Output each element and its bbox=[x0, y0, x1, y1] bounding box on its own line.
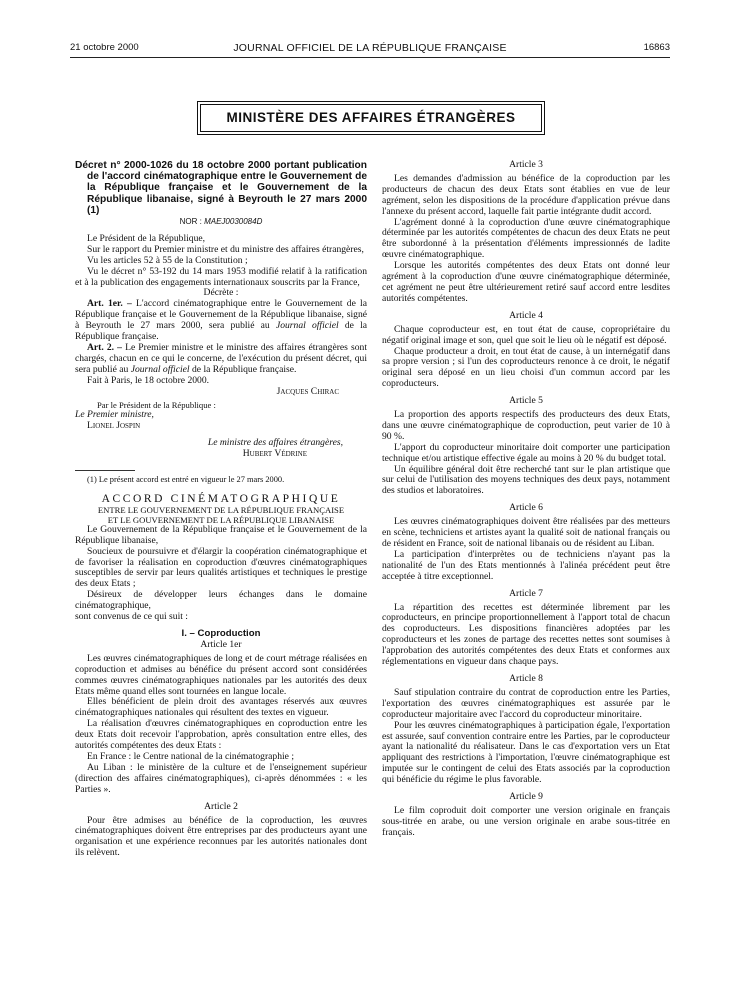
signature-president: Jacques Chirac bbox=[276, 385, 339, 397]
accord-parties-line: ENTRE LE GOUVERNEMENT DE LA RÉPUBLIQUE FRANÇAISE bbox=[97, 504, 345, 515]
article-paragraph: Elles bénéficient de plein droit des avantages réservés aux œuvres cinématographiques nationales qui résultent des textes en vigueur. bbox=[75, 696, 367, 719]
accord-preamble: sont convenus de ce qui suit : bbox=[75, 611, 188, 623]
decree-paragraph: Vu le décret n° 53-192 du 14 mars 1953 modifié relatif à la ratification et à la publication des engagements internationaux souscrits par la France, bbox=[75, 265, 367, 288]
article-paragraph: Lorsque les autorités compétentes des deux Etats ont donné leur agrément à la coproduction d'une œuvre cinématographique déterminée, cet agrément ne peut être ultérieurement retiré sauf accord entre lesdites autorités compétentes. bbox=[382, 260, 670, 304]
signature-preamble: Par le Président de la République : bbox=[97, 399, 216, 410]
decree-article-1: Art. 1er. – L'accord cinématographique entre le Gouvernement de la République française et le Gouvernement de la République libanaise, signé à Beyrouth le 27 mars 2000, sera publié au Journal officiel de la République française. bbox=[75, 298, 367, 343]
header-date: 21 octobre 2000 bbox=[70, 42, 139, 53]
accord-parties-line: ET LE GOUVERNEMENT DE LA RÉPUBLIQUE LIBANAISE bbox=[107, 514, 335, 525]
decree-date-place: Fait à Paris, le 18 octobre 2000. bbox=[87, 374, 210, 386]
article-paragraph: Les œuvres cinématographiques de long et de court métrage réalisées en coproduction et admises au bénéfice du présent accord sont considérées commes œuvres cinématographiques nationales par les autorités des deux Etats même quand elles sont tournées en langue locale. bbox=[75, 652, 367, 697]
accord-preamble: Le Gouvernement de la République française et le Gouvernement de la République libanaise, bbox=[75, 523, 367, 546]
decree-paragraph: Sur le rapport du Premier ministre et du ministre des affaires étrangères, bbox=[87, 243, 364, 255]
article-paragraph: L'agrément donné à la coproduction d'une œuvre cinématographique déterminée par les autorités compétentes de chacun des deux Etats ne peut être subordonné à la présentation d'éléments impressionnés de ladite œuvre cinématographique. bbox=[382, 216, 670, 261]
decree-title: Décret n° 2000-1026 du 18 octobre 2000 portant publication de l'accord cinématographique entre le Gouvernement de la République française et le Gouvernement de la République libanaise, signé à Beyrouth le 27 mars 2000 (1) bbox=[75, 160, 367, 216]
signature-mae-title: Le ministre des affaires étrangères, bbox=[207, 437, 343, 449]
nor-reference: NOR : MAEJ0030084D bbox=[179, 217, 263, 227]
article-heading: Article 2 bbox=[204, 800, 238, 812]
signature-mae-name: Hubert Védrine bbox=[242, 448, 307, 460]
signature-pm-name: Lionel Jospin bbox=[87, 420, 141, 432]
accord-title: ACCORD CINÉMATOGRAPHIQUE bbox=[101, 492, 341, 505]
article-paragraph: Les demandes d'admission au bénéfice de la coproduction par les producteurs de chacun des deux Etats sont établies en vue de leur agrément, selon les dispositions de la procédure d'application prévue dans l'annexe du présent accord, laquelle fait partie intégrante dudit accord. bbox=[382, 172, 670, 217]
article-heading: Article 7 bbox=[509, 587, 543, 599]
article-paragraph: Chaque producteur a droit, en tout état de cause, à un internégatif dans sa propre version ; si l'un des coproducteurs renonce à ce droit, le négatif original sera déposé en un lieu choisi d'un commun accord par les coproducteurs. bbox=[382, 345, 670, 390]
article-paragraph: La proportion des apports respectifs des producteurs des deux Etats, dans une œuvre cinématographique de coproduction, peut varier de 10 à 90 %. bbox=[382, 409, 670, 442]
header-rule bbox=[70, 57, 670, 58]
article-heading: Article 4 bbox=[509, 309, 543, 321]
article-paragraph: La participation d'interprètes ou de techniciens n'ayant pas la nationalité de l'un des Etats mentionnés à l'alinéa précédent peut être acceptée à titre exceptionnel. bbox=[382, 548, 670, 582]
decree-paragraph: Vu les articles 52 à 55 de la Constitution ; bbox=[87, 254, 248, 266]
article-heading: Article 1er bbox=[200, 638, 242, 650]
decree-paragraph: Le Président de la République, bbox=[87, 232, 206, 244]
accord-preamble: Désireux de développer leurs échanges dans le domaine cinématographique, bbox=[75, 589, 367, 612]
footnote: (1) Le présent accord est entré en vigueur le 27 mars 2000. bbox=[87, 475, 285, 485]
article-heading: Article 8 bbox=[509, 672, 543, 684]
right-column bbox=[382, 160, 670, 839]
article-paragraph: Chaque coproducteur est, en tout état de cause, copropriétaire du négatif original image et son, quel que soit le lieu où le négatif est déposé. bbox=[382, 323, 670, 346]
article-heading: Article 6 bbox=[509, 502, 543, 514]
article-paragraph: Pour être admises au bénéfice de la coproduction, les œuvres cinématographiques doivent être entreprises par des producteurs ayant une organisation et une expérience reconnues par les autorités nationales dont ils relèvent. bbox=[75, 814, 367, 859]
article-paragraph: En France : le Centre national de la cinématographie ; bbox=[87, 750, 294, 762]
decrete-heading: Décrète : bbox=[203, 287, 239, 299]
left-column bbox=[75, 160, 367, 859]
article-paragraph: Pour les œuvres cinématographiques à participation égale, l'exportation est assurée, sauf convention contraire entre les Parties, par le coproducteur ayant la nationalité du réalisateur. Dans le cas d'exportation vers un Etat appliquant des restrictions à l'importation, l'œuvre cinématographique est imputée sur le contingent de celui des Etats associés par la coproduction qui bénéficie du régime le plus favorable. bbox=[382, 719, 670, 786]
decree-article-2: Art. 2. – Le Premier ministre et le ministre des affaires étrangères sont chargés, chacun en ce qui le concerne, de l'exécution du présent décret, qui sera publié au Journal officiel de la République française. bbox=[75, 341, 367, 375]
article-paragraph: La réalisation d'œuvres cinématographiques en coproduction entre les deux Etats doit recevoir l'approbation, après consultation entre elles, des autorités compétentes des deux Etats : bbox=[75, 718, 367, 752]
article-paragraph: Les œuvres cinématographiques doivent être réalisées par des metteurs en scène, techniciens et artistes ayant la qualité soit de national français ou de résident en France, soit de national libanais ou de résident au Liban. bbox=[382, 516, 670, 549]
article-paragraph: Au Liban : le ministère de la culture et de l'enseignement supérieur (direction des affaires cinématographiques), ci-après dénommées : « les Parties ». bbox=[75, 761, 367, 795]
article-paragraph: Sauf stipulation contraire du contrat de coproduction entre les Parties, l'exportation des œuvres cinématographiques est assurée par le coproducteur majoritaire avec l'accord du coproducteur minoritaire. bbox=[382, 686, 670, 720]
article-paragraph: Un équilibre général doit être recherché tant sur le plan artistique que sur celui de l'utilisation des moyens techniques des deux pays, notamment des studios et laboratoires. bbox=[382, 463, 670, 497]
article-paragraph: La répartition des recettes est déterminée librement par les coproducteurs, en principe proportionnellement à l'apport total de chacun des coproducteurs. Les dispositions financières adoptées par les coproducteurs et les zones de partage des recettes nettes sont soumises à l'approbation des autorités compétentes des deux Etats et conformes aux réglementations en vigueur dans chaque pays. bbox=[382, 601, 670, 668]
article-heading: Article 5 bbox=[509, 395, 543, 407]
footnote-rule bbox=[75, 470, 135, 471]
header-journal-title: JOURNAL OFFICIEL DE LA RÉPUBLIQUE FRANÇAISE bbox=[233, 42, 507, 54]
article-paragraph: L'apport du coproducteur minoritaire doit comporter une participation technique et/ou artistique effective égale au moins à 20 % du budget total. bbox=[382, 441, 670, 464]
header-page-number: 16863 bbox=[643, 42, 670, 53]
article-paragraph: Le film coproduit doit comporter une version originale en français sous-titrée en arabe, ou une version originale en arabe sous-titrée en français. bbox=[382, 804, 670, 838]
running-header bbox=[70, 42, 670, 56]
section-heading: I. – Coproduction bbox=[181, 628, 261, 640]
signature-pm-title: Le Premier ministre, bbox=[75, 409, 154, 421]
article-heading: Article 3 bbox=[509, 159, 543, 170]
ministry-heading: MINISTÈRE DES AFFAIRES ÉTRANGÈRES bbox=[200, 104, 542, 132]
accord-preamble: Soucieux de poursuivre et d'élargir la coopération cinématographique et de favoriser la réalisation en coproduction d'œuvres cinématographiques susceptibles de servir par leurs qualités artistiques et techniques le prestige des deux Etats ; bbox=[75, 545, 367, 590]
article-heading: Article 9 bbox=[509, 791, 543, 803]
